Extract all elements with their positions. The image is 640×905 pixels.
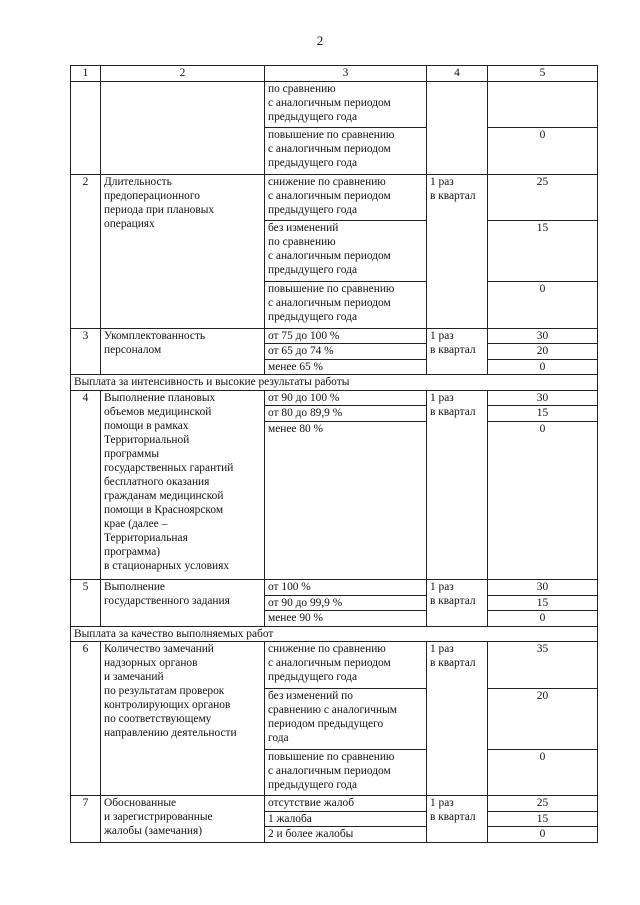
score-cell: 25 — [488, 796, 598, 812]
condition-cell: менее 90 % — [265, 611, 427, 627]
score-cell: 0 — [488, 749, 598, 796]
score-cell: 0 — [488, 359, 598, 375]
condition-cell: отсутствие жалоб — [265, 796, 427, 812]
num-cell — [71, 81, 101, 174]
header-cell: 2 — [101, 66, 265, 82]
condition-cell: повышение по сравнению с аналогичным периодом предыдущего года — [265, 749, 427, 796]
condition-cell: снижение по сравнению с аналогичным периодом предыдущего года — [265, 174, 427, 221]
freq-cell: 1 раз в квартал — [427, 580, 488, 627]
condition-cell: по сравнению с аналогичным периодом предыдущего года — [265, 81, 427, 128]
table-row — [71, 81, 598, 128]
name-cell: Длительность предоперационного периода при плановых операциях — [101, 174, 265, 328]
table-row — [71, 642, 598, 689]
header-cell: 1 — [71, 66, 101, 82]
num-cell: 7 — [71, 796, 101, 843]
condition-cell: без изменений по сравнению с аналогичным периодом предыдущего года — [265, 221, 427, 282]
header-cell: 4 — [427, 66, 488, 82]
section-title: Выплата за интенсивность и высокие результаты работы — [71, 375, 598, 391]
score-cell: 15 — [488, 811, 598, 827]
condition-cell: от 65 до 74 % — [265, 344, 427, 360]
condition-cell: повышение по сравнению с аналогичным периодом предыдущего года — [265, 128, 427, 175]
name-cell: Выполнение плановых объемов медицинской помощи в рамках Территориальной программы государственных гарантий бесплатного оказания гражданам медицинской помощи в Красноярском крае (далее – Территориальная программа) в стационарных условиях — [101, 390, 265, 579]
score-cell: 0 — [488, 128, 598, 175]
header-cell: 5 — [488, 66, 598, 82]
section-row — [71, 375, 598, 391]
section-title: Выплата за качество выполняемых работ — [71, 626, 598, 642]
freq-cell: 1 раз в квартал — [427, 642, 488, 796]
freq-cell: 1 раз в квартал — [427, 174, 488, 328]
score-cell: 0 — [488, 282, 598, 329]
freq-cell: 1 раз в квартал — [427, 390, 488, 579]
score-cell: 15 — [488, 221, 598, 282]
condition-cell: снижение по сравнению с аналогичным периодом предыдущего года — [265, 642, 427, 689]
name-cell — [101, 81, 265, 174]
score-cell: 15 — [488, 595, 598, 611]
score-cell: 30 — [488, 580, 598, 596]
condition-cell: менее 65 % — [265, 359, 427, 375]
score-cell: 35 — [488, 642, 598, 689]
condition-cell: без изменений по сравнению с аналогичным периодом предыдущего года — [265, 688, 427, 749]
score-cell: 30 — [488, 328, 598, 344]
num-cell: 2 — [71, 174, 101, 328]
condition-cell: от 90 до 100 % — [265, 390, 427, 406]
criteria-table — [70, 65, 598, 843]
condition-cell: 2 и более жалобы — [265, 827, 427, 843]
table-row — [71, 328, 598, 344]
name-cell: Выполнение государственного задания — [101, 580, 265, 627]
name-cell: Количество замечаний надзорных органов и замечаний по результатам проверок контролирующих органов по соответствующему направлению деятельности — [101, 642, 265, 796]
table-row — [71, 390, 598, 406]
name-cell: Укомплектованность персоналом — [101, 328, 265, 375]
table-row — [71, 580, 598, 596]
condition-cell: от 80 до 89,9 % — [265, 406, 427, 422]
condition-cell: менее 80 % — [265, 421, 427, 579]
score-cell: 20 — [488, 344, 598, 360]
freq-cell: 1 раз в квартал — [427, 796, 488, 843]
score-cell: 30 — [488, 390, 598, 406]
freq-cell — [427, 81, 488, 174]
name-cell: Обоснованные и зарегистрированные жалобы (замечания) — [101, 796, 265, 843]
score-cell: 0 — [488, 611, 598, 627]
score-cell — [488, 81, 598, 128]
condition-cell: 1 жалоба — [265, 811, 427, 827]
num-cell: 6 — [71, 642, 101, 796]
freq-cell: 1 раз в квартал — [427, 328, 488, 375]
condition-cell: от 90 до 99,9 % — [265, 595, 427, 611]
num-cell: 4 — [71, 390, 101, 579]
table-row — [71, 796, 598, 812]
page-number: 2 — [316, 33, 324, 48]
section-row — [71, 626, 598, 642]
table-row — [71, 174, 598, 221]
score-cell: 0 — [488, 421, 598, 579]
score-cell: 20 — [488, 688, 598, 749]
num-cell: 3 — [71, 328, 101, 375]
condition-cell: повышение по сравнению с аналогичным периодом предыдущего года — [265, 282, 427, 329]
condition-cell: от 100 % — [265, 580, 427, 596]
score-cell: 15 — [488, 406, 598, 422]
condition-cell: от 75 до 100 % — [265, 328, 427, 344]
table-header-row — [71, 66, 598, 82]
score-cell: 25 — [488, 174, 598, 221]
header-cell: 3 — [265, 66, 427, 82]
num-cell: 5 — [71, 580, 101, 627]
score-cell: 0 — [488, 827, 598, 843]
